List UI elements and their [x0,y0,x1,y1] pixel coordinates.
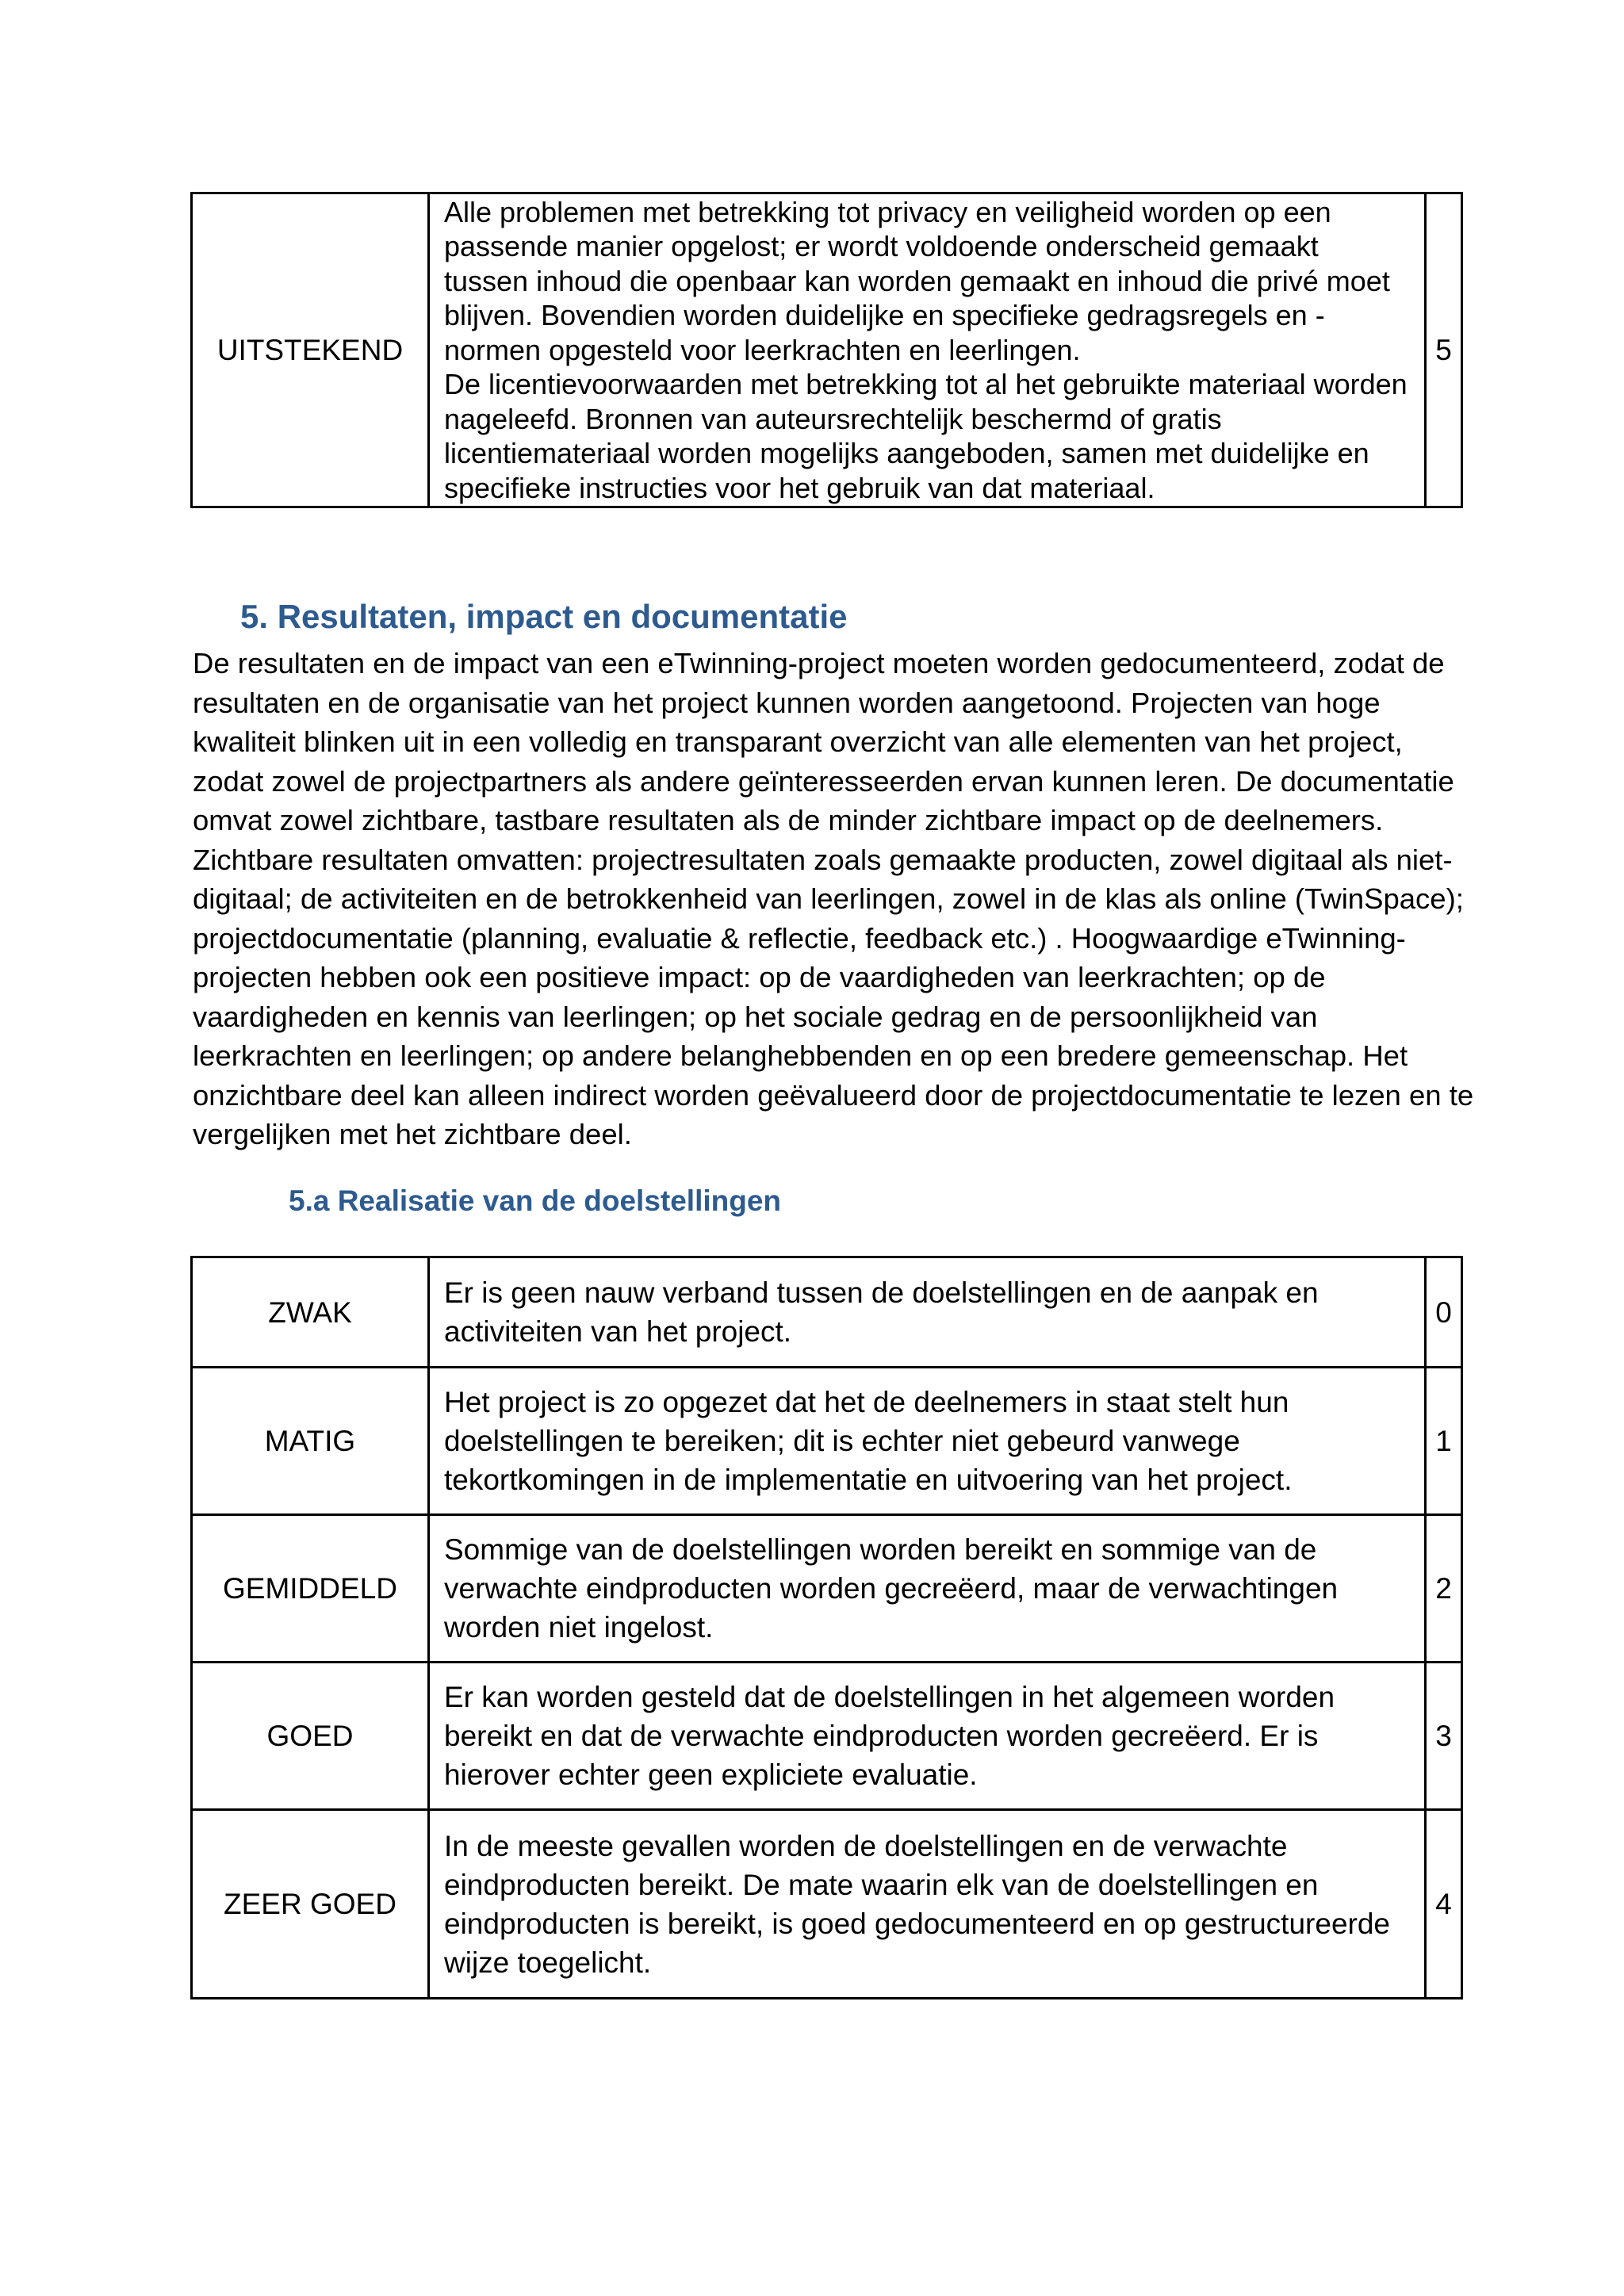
rubric-description: In de meeste gevallen worden de doelstellingen en de verwachte eindproducten bereikt. De mate waarin elk van de doelstellingen en eindproducten is bereikt, is goed gedocumenteerd en op gestructureerde wijze toegelicht. [429,1810,1426,1999]
table-row [192,1257,1462,1368]
rubric-score: 3 [1426,1663,1462,1810]
rubric-level: MATIG [192,1368,429,1515]
rubric-level: UITSTEKEND [192,193,429,507]
rubric-score: 4 [1426,1810,1462,1999]
rubric-score: 0 [1426,1257,1462,1368]
table-row [192,1515,1462,1663]
subsection-title: 5.a Realisatie van de doelstellingen [289,1184,782,1217]
rubric-score: 2 [1426,1515,1462,1663]
rubric-description: Het project is zo opgezet dat het de deelnemers in staat stelt hun doelstellingen te bereiken; dit is echter niet gebeurd vanwege tekortkomingen in de implementatie en uitvoering van het project. [429,1368,1426,1515]
rubric-level: ZWAK [192,1257,429,1368]
table-row [192,1663,1462,1810]
rubric-paragraph: De licentievoorwaarden met betrekking tot al het gebruikte materiaal worden nageleefd. Bronnen van auteursrechtelijk beschermd of gratis licentiemateriaal worden mogelijks aangeboden, samen met duidelijke en specifieke instructies voor het gebruik van dat materiaal. [444,368,1408,504]
table-row [192,1368,1462,1515]
privacy-rubric-table [190,192,1463,508]
rubric-level: ZEER GOED [192,1810,429,1999]
rubric-description: Er is geen nauw verband tussen de doelstellingen en de aanpak en activiteiten van het project. [429,1257,1426,1368]
table-row [192,193,1462,507]
rubric-description [429,193,1426,507]
rubric-paragraph: Alle problemen met betrekking tot privacy en veiligheid worden op een passende manier opgelost; er wordt voldoende onderscheid gemaakt tussen inhoud die openbaar kan worden gemaakt en inhoud die privé moet blijven. Bovendien worden duidelijke en specifieke gedragsregels en -normen opgesteld voor leerkrachten en leerlingen. [444,195,1390,366]
rubric-level: GEMIDDELD [192,1515,429,1663]
section-body: De resultaten en de impact van een eTwinning-project moeten worden gedocumenteerd, zodat de resultaten en de organisatie van het project kunnen worden aangetoond. Projecten van hoge kwaliteit blinken uit in een volledig en transparant overzicht van alle elementen van het project, zodat zowel de projectpartners als andere geïnteresseerden ervan kunnen leren. De documentatie omvat zowel zichtbare, tastbare resultaten als de minder zichtbare impact op de deelnemers. Zichtbare resultaten omvatten: projectresultaten zoals gemaakte producten, zowel digitaal als niet-digitaal; de activiteiten en de betrokkenheid van leerlingen, zowel in de klas als online (TwinSpace); projectdocumentatie (planning, evaluatie & reflectie, feedback etc.) . Hoogwaardige eTwinning-projecten hebben ook een positieve impact: op de vaardigheden van leerkrachten; op de vaardigheden en kennis van leerlingen; op het sociale gedrag en de persoonlijkheid van leerkrachten en leerlingen; op andere belanghebbenden en op een bredere gemeenschap. Het onzichtbare deel kan alleen indirect worden geëvalueerd door de projectdocumentatie te lezen en te vergelijken met het zichtbare deel. [193,647,1474,1150]
rubric-description: Er kan worden gesteld dat de doelstellingen in het algemeen worden bereikt en dat de verwachte eindproducten worden gecreëerd. Er is hierover echter geen expliciete evaluatie. [429,1663,1426,1810]
table-row [192,1810,1462,1999]
section-title: 5. Resultaten, impact en documentatie [240,598,848,635]
rubric-score: 5 [1426,193,1462,507]
goals-rubric-table [190,1256,1463,1999]
rubric-description: Sommige van de doelstellingen worden bereikt en sommige van de verwachte eindproducten worden gecreëerd, maar de verwachtingen worden niet ingelost. [429,1515,1426,1663]
rubric-level: GOED [192,1663,429,1810]
rubric-score: 1 [1426,1368,1462,1515]
